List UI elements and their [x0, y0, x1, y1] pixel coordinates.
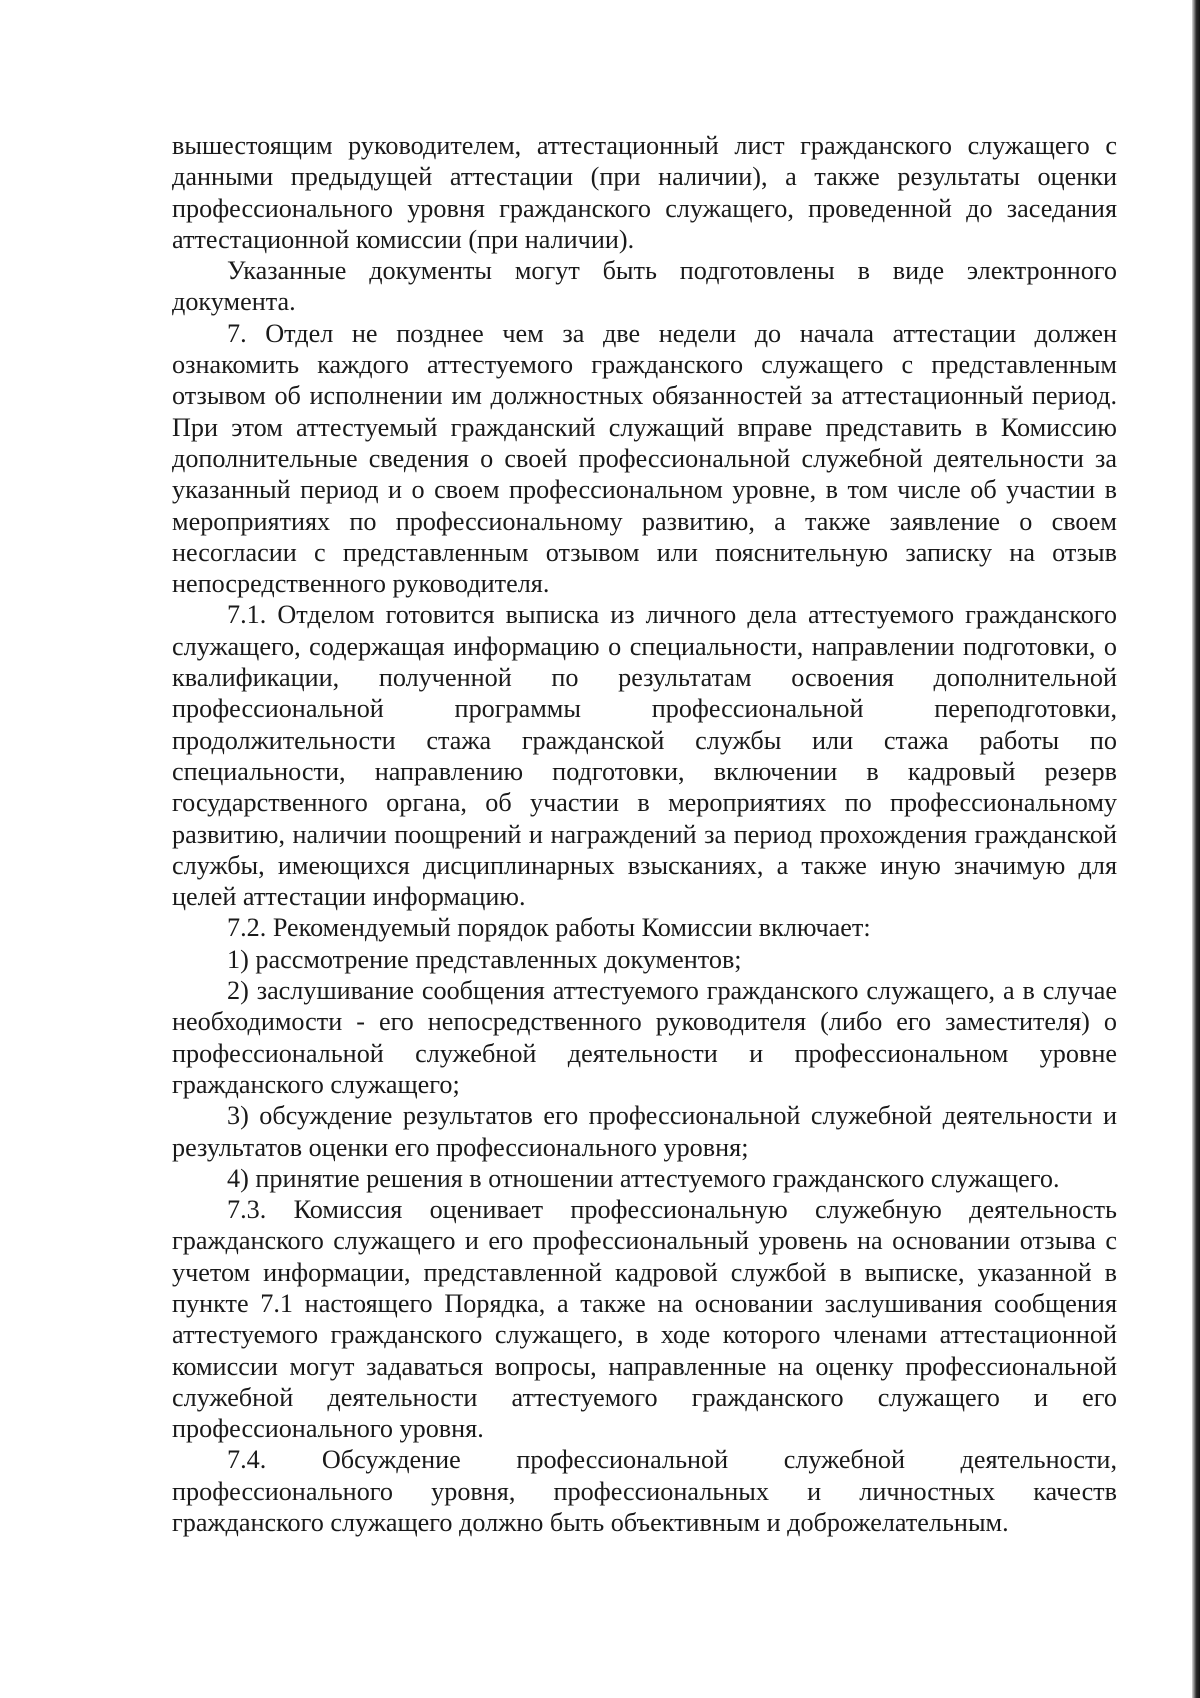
page-edge-shadow	[1192, 0, 1200, 1698]
paragraph-item-7-1: 7.1. Отделом готовится выписка из личного дела аттестуемого гражданского служащего, содержащая информацию о специальности, направлении подготовки, о квалификации, полученной по результатам освоения дополнительной профессиональной программы профессиональной переподготовки, продолжительности стажа гражданской службы или стажа работы по специальности, направлению подготовки, включении в кадровый резерв государственного органа, об участии в мероприятиях по профессиональному развитию, наличии поощрений и награждений за период прохождения гражданской службы, имеющихся дисциплинарных взысканиях, а также иную значимую для целей аттестации информацию.	[172, 600, 1117, 912]
paragraph-item-7-2: 7.2. Рекомендуемый порядок работы Комиссии включает:	[227, 913, 871, 943]
list-item-1: 1) рассмотрение представленных документов;	[227, 944, 742, 974]
document-body	[172, 130, 1117, 1538]
paragraph-electronic-document-note: Указанные документы могут быть подготовлены в виде электронного документа.	[172, 256, 1117, 317]
list-item-3: 3) обсуждение результатов его профессиональной служебной деятельности и результатов оценки его профессионального уровня;	[172, 1101, 1117, 1162]
paragraph-item-7: 7. Отдел не позднее чем за две недели до начала аттестации должен ознакомить каждого аттестуемого гражданского служащего с представленным отзывом об исполнении им должностных обязанностей за аттестационный период. При этом аттестуемый гражданский служащий вправе представить в Комиссию дополнительные сведения о своей профессиональной служебной деятельности за указанный период и о своем профессиональном уровне, в том числе об участии в мероприятиях по профессиональному развитию, а также заявление о своем несогласии с представленным отзывом или пояснительную записку на отзыв непосредственного руководителя.	[172, 318, 1117, 599]
paragraph-item-7-3: 7.3. Комиссия оценивает профессиональную служебную деятельность гражданского служащего и его профессиональный уровень на основании отзыва с учетом информации, представленной кадровой службой в выписке, указанной в пункте 7.1 настоящего Порядка, а также на основании заслушивания сообщения аттестуемого гражданского служащего, в ходе которого членами аттестационной комиссии могут задаваться вопросы, направленные на оценку профессиональной служебной деятельности аттестуемого гражданского служащего и его профессионального уровня.	[172, 1195, 1117, 1444]
paragraph-continuation: вышестоящим руководителем, аттестационный лист гражданского служащего с данными предыдущей аттестации (при наличии), а также результаты оценки профессионального уровня гражданского служащего, проведенной до заседания аттестационной комиссии (при наличии).	[172, 131, 1117, 254]
list-item-4: 4) принятие решения в отношении аттестуемого гражданского служащего.	[227, 1163, 1060, 1193]
list-item-2: 2) заслушивание сообщения аттестуемого гражданского служащего, а в случае необходимости - его непосредственного руководителя (либо его заместителя) о профессиональной служебной деятельности и профессиональном уровне гражданского служащего;	[172, 976, 1117, 1099]
paragraph-item-7-4: 7.4. Обсуждение профессиональной служебной деятельности, профессионального уровня, профессиональных и личностных качеств гражданского служащего должно быть объективным и доброжелательным.	[172, 1445, 1117, 1538]
